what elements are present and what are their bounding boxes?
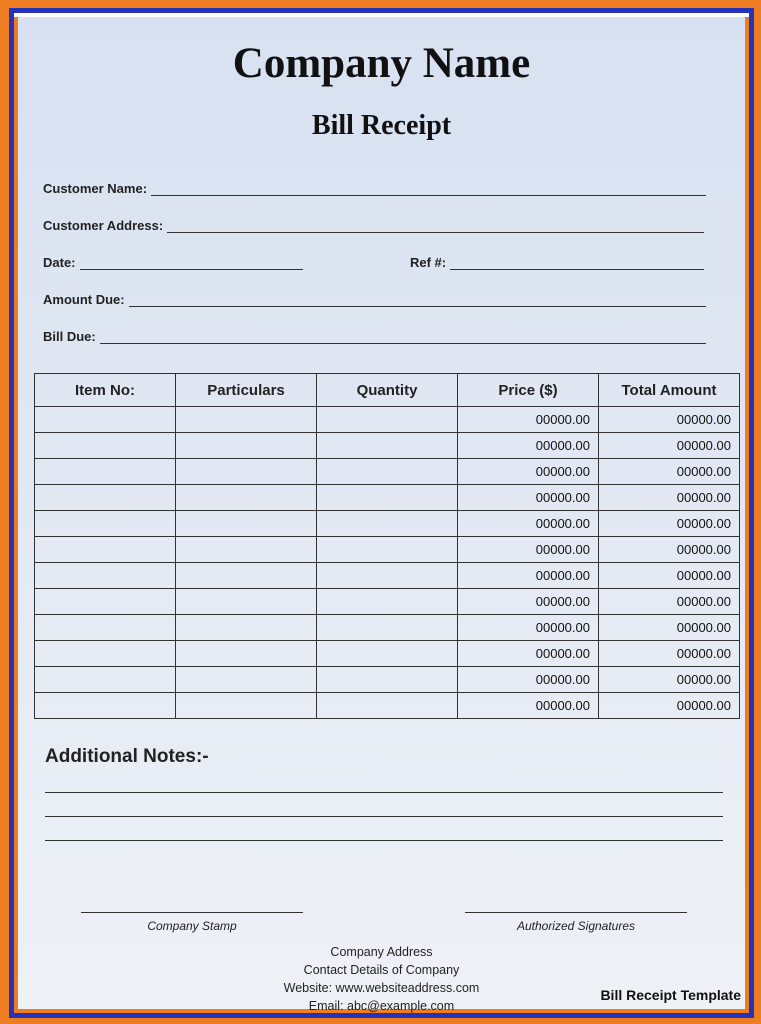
- bill-due-field[interactable]: [43, 329, 706, 344]
- amount-due-line[interactable]: [129, 294, 706, 307]
- footer-address: Company Address: [330, 945, 433, 959]
- table-cell-particulars[interactable]: [176, 407, 317, 433]
- table-cell-quantity[interactable]: [317, 485, 458, 511]
- footer-contact: Contact Details of Company: [303, 963, 460, 977]
- customer-address-line[interactable]: [167, 220, 704, 233]
- bill-due-line[interactable]: [100, 331, 706, 344]
- table-cell-price[interactable]: 00000.00: [458, 407, 599, 433]
- table-cell-item-no[interactable]: [35, 693, 176, 719]
- table-cell-item-no[interactable]: [35, 485, 176, 511]
- template-label: Bill Receipt Template: [600, 987, 741, 1003]
- table-cell-quantity[interactable]: [317, 693, 458, 719]
- note-line[interactable]: [45, 816, 723, 817]
- table-cell-total-amount[interactable]: 00000.00: [599, 407, 740, 433]
- note-line[interactable]: [45, 840, 723, 841]
- table-cell-item-no[interactable]: [35, 511, 176, 537]
- table-cell-quantity[interactable]: [317, 641, 458, 667]
- customer-name-line[interactable]: [151, 183, 706, 196]
- table-cell-item-no[interactable]: [35, 407, 176, 433]
- inner-frame: [9, 8, 754, 1018]
- document-title: Bill Receipt: [311, 110, 452, 141]
- table-row: [35, 459, 740, 485]
- customer-name-field[interactable]: [43, 181, 706, 196]
- table-cell-total-amount[interactable]: 00000.00: [599, 641, 740, 667]
- company-stamp-line[interactable]: [81, 912, 303, 913]
- table-row: [35, 485, 740, 511]
- column-header-quantity: Quantity: [317, 374, 458, 407]
- table-cell-particulars[interactable]: [176, 693, 317, 719]
- column-header-particulars: Particulars: [176, 374, 317, 407]
- table-cell-price[interactable]: 00000.00: [458, 667, 599, 693]
- table-cell-quantity[interactable]: [317, 433, 458, 459]
- table-cell-particulars[interactable]: [176, 667, 317, 693]
- table-row: [35, 589, 740, 615]
- table-cell-total-amount[interactable]: 00000.00: [599, 511, 740, 537]
- table-cell-item-no[interactable]: [35, 589, 176, 615]
- table-cell-total-amount[interactable]: 00000.00: [599, 667, 740, 693]
- bill-due-label: Bill Due:: [43, 329, 96, 344]
- table-cell-quantity[interactable]: [317, 407, 458, 433]
- table-cell-item-no[interactable]: [35, 563, 176, 589]
- date-label: Date:: [43, 255, 76, 270]
- table-cell-item-no[interactable]: [35, 641, 176, 667]
- footer-email: Email: abc@example.com: [308, 999, 455, 1013]
- amount-due-label: Amount Due:: [43, 292, 125, 307]
- table-cell-total-amount[interactable]: 00000.00: [599, 693, 740, 719]
- customer-name-label: Customer Name:: [43, 181, 148, 196]
- table-cell-quantity[interactable]: [317, 563, 458, 589]
- column-header-item-no: Item No:: [35, 374, 176, 407]
- customer-address-field[interactable]: [43, 218, 704, 233]
- company-stamp-label: Company Stamp: [147, 919, 237, 933]
- company-name: Company Name: [232, 40, 531, 87]
- column-header-total-amount: Total Amount: [599, 374, 740, 407]
- footer-website: Website: www.websiteaddress.com: [283, 981, 480, 995]
- note-line[interactable]: [45, 792, 723, 793]
- table-cell-particulars[interactable]: [176, 511, 317, 537]
- ref-label: Ref #:: [410, 255, 447, 270]
- table-cell-item-no[interactable]: [35, 459, 176, 485]
- table-cell-total-amount[interactable]: 00000.00: [599, 485, 740, 511]
- table-cell-price[interactable]: 00000.00: [458, 589, 599, 615]
- table-cell-price[interactable]: 00000.00: [458, 485, 599, 511]
- table-body: [35, 407, 740, 719]
- table-cell-price[interactable]: 00000.00: [458, 693, 599, 719]
- ref-line[interactable]: [450, 257, 704, 270]
- table-cell-total-amount[interactable]: 00000.00: [599, 433, 740, 459]
- table-cell-quantity[interactable]: [317, 511, 458, 537]
- table-cell-price[interactable]: 00000.00: [458, 563, 599, 589]
- table-header-row: [35, 374, 740, 407]
- table-row: [35, 537, 740, 563]
- table-cell-quantity[interactable]: [317, 589, 458, 615]
- receipt-sheet: [18, 17, 745, 1013]
- table-row: [35, 433, 740, 459]
- authorized-signature-label: Authorized Signatures: [516, 919, 636, 933]
- table-cell-total-amount[interactable]: 00000.00: [599, 459, 740, 485]
- table-cell-price[interactable]: 00000.00: [458, 615, 599, 641]
- outer-frame: [6, 6, 755, 1018]
- table-cell-item-no[interactable]: [35, 667, 176, 693]
- table-cell-price[interactable]: 00000.00: [458, 641, 599, 667]
- table-cell-particulars[interactable]: [176, 485, 317, 511]
- table-cell-total-amount[interactable]: 00000.00: [599, 537, 740, 563]
- table-row: [35, 693, 740, 719]
- table-cell-quantity[interactable]: [317, 615, 458, 641]
- table-cell-price[interactable]: 00000.00: [458, 511, 599, 537]
- table-cell-quantity[interactable]: [317, 667, 458, 693]
- table-cell-price[interactable]: 00000.00: [458, 459, 599, 485]
- authorized-signature-line[interactable]: [465, 912, 687, 913]
- table-cell-price[interactable]: 00000.00: [458, 537, 599, 563]
- table-cell-particulars[interactable]: [176, 589, 317, 615]
- table-cell-particulars[interactable]: [176, 641, 317, 667]
- table-row: [35, 615, 740, 641]
- amount-due-field[interactable]: [43, 292, 706, 307]
- date-field[interactable]: [43, 255, 303, 270]
- table-cell-particulars[interactable]: [176, 433, 317, 459]
- additional-notes-title: Additional Notes:-: [45, 746, 209, 767]
- items-table: [34, 373, 740, 719]
- table-row: [35, 563, 740, 589]
- table-cell-total-amount[interactable]: 00000.00: [599, 615, 740, 641]
- table-cell-particulars[interactable]: [176, 537, 317, 563]
- table-cell-particulars[interactable]: [176, 563, 317, 589]
- table-cell-total-amount[interactable]: 00000.00: [599, 563, 740, 589]
- table-cell-total-amount[interactable]: 00000.00: [599, 589, 740, 615]
- table-row: [35, 511, 740, 537]
- table-cell-particulars[interactable]: [176, 615, 317, 641]
- column-header-price: Price ($): [458, 374, 599, 407]
- table-cell-price[interactable]: 00000.00: [458, 433, 599, 459]
- table-cell-quantity[interactable]: [317, 537, 458, 563]
- table-cell-item-no[interactable]: [35, 537, 176, 563]
- customer-address-label: Customer Address:: [43, 218, 164, 233]
- table-cell-quantity[interactable]: [317, 459, 458, 485]
- table-cell-particulars[interactable]: [176, 459, 317, 485]
- ref-field[interactable]: [410, 255, 704, 270]
- table-row: [35, 407, 740, 433]
- table-cell-item-no[interactable]: [35, 615, 176, 641]
- date-line[interactable]: [80, 257, 303, 270]
- table-cell-item-no[interactable]: [35, 433, 176, 459]
- table-row: [35, 641, 740, 667]
- table-row: [35, 667, 740, 693]
